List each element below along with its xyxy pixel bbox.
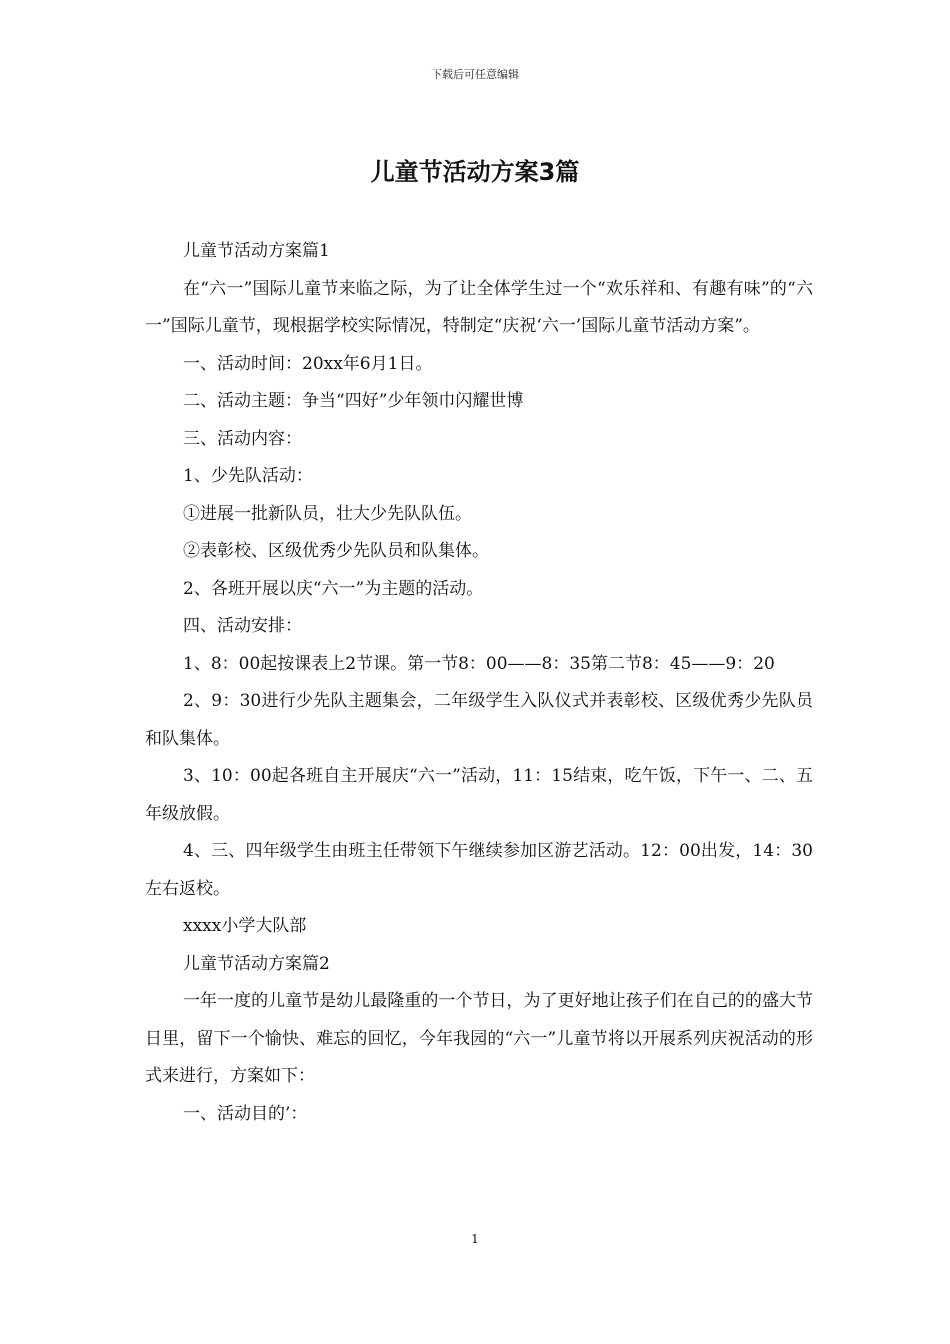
section-2-intro: 一年一度的儿童节是幼儿最隆重的一个节日，为了更好地让孩子们在自己的的盛大节日里，留下一个愉快、难忘的回忆，今年我园的“六一”儿童节将以开展系列庆祝活动的形式来进行，方案如下： xyxy=(145,991,813,1086)
document-title: 儿童节活动方案3篇 xyxy=(370,158,580,186)
document-body xyxy=(145,233,813,1133)
activity-theme: 二、活动主题：争当“四好”少年领巾闪耀世博 xyxy=(183,391,524,411)
arrangement-item-3: 3、10：00起各班自主开展庆“六一”活动，11：15结束，吃午饭，下午一、二、五年级放假。 xyxy=(145,766,813,824)
content-subitem-2: ②表彰校、区级优秀少先队员和队集体。 xyxy=(183,541,489,561)
page-number: 1 xyxy=(471,1232,479,1246)
activity-content-heading: 三、活动内容： xyxy=(183,428,302,449)
content-item-2: 2、各班开展以庆“六一”为主题的活动。 xyxy=(183,578,484,599)
activity-time: 一、活动时间：20xx年6月1日。 xyxy=(183,353,433,374)
signature: xxxx小学大队部 xyxy=(183,916,307,936)
arrangement-item-1: 1、8：00起按课表上2节课。第一节8：00——8：35第二节8：45——9：20 xyxy=(183,653,775,674)
content-item-1: 1、少先队活动： xyxy=(183,466,313,486)
activity-purpose-heading: 一、活动目的’： xyxy=(183,1103,308,1124)
section-heading-2: 儿童节活动方案篇2 xyxy=(183,953,330,974)
section-heading-1: 儿童节活动方案篇1 xyxy=(183,241,330,261)
content-subitem-1: ①进展一批新队员，壮大少先队队伍。 xyxy=(183,503,472,524)
arrangement-heading: 四、活动安排： xyxy=(183,616,302,636)
arrangement-item-2: 2、9：30进行少先队主题集会，二年级学生入队仪式并表彰校、区级优秀少先队员和队集体。 xyxy=(145,691,813,749)
page-header-note: 下载后可任意编辑 xyxy=(431,68,519,81)
intro-paragraph: 在“六一”国际儿童节来临之际，为了让全体学生过一个“欢乐祥和、有趣有味”的“六一”国际儿童节，现根据学校实际情况，特制定“庆祝‘六一’国际儿童节活动方案”。 xyxy=(145,278,813,336)
arrangement-item-4: 4、三、四年级学生由班主任带领下午继续参加区游艺活动。12：00出发，14：30左右返校。 xyxy=(145,841,813,899)
